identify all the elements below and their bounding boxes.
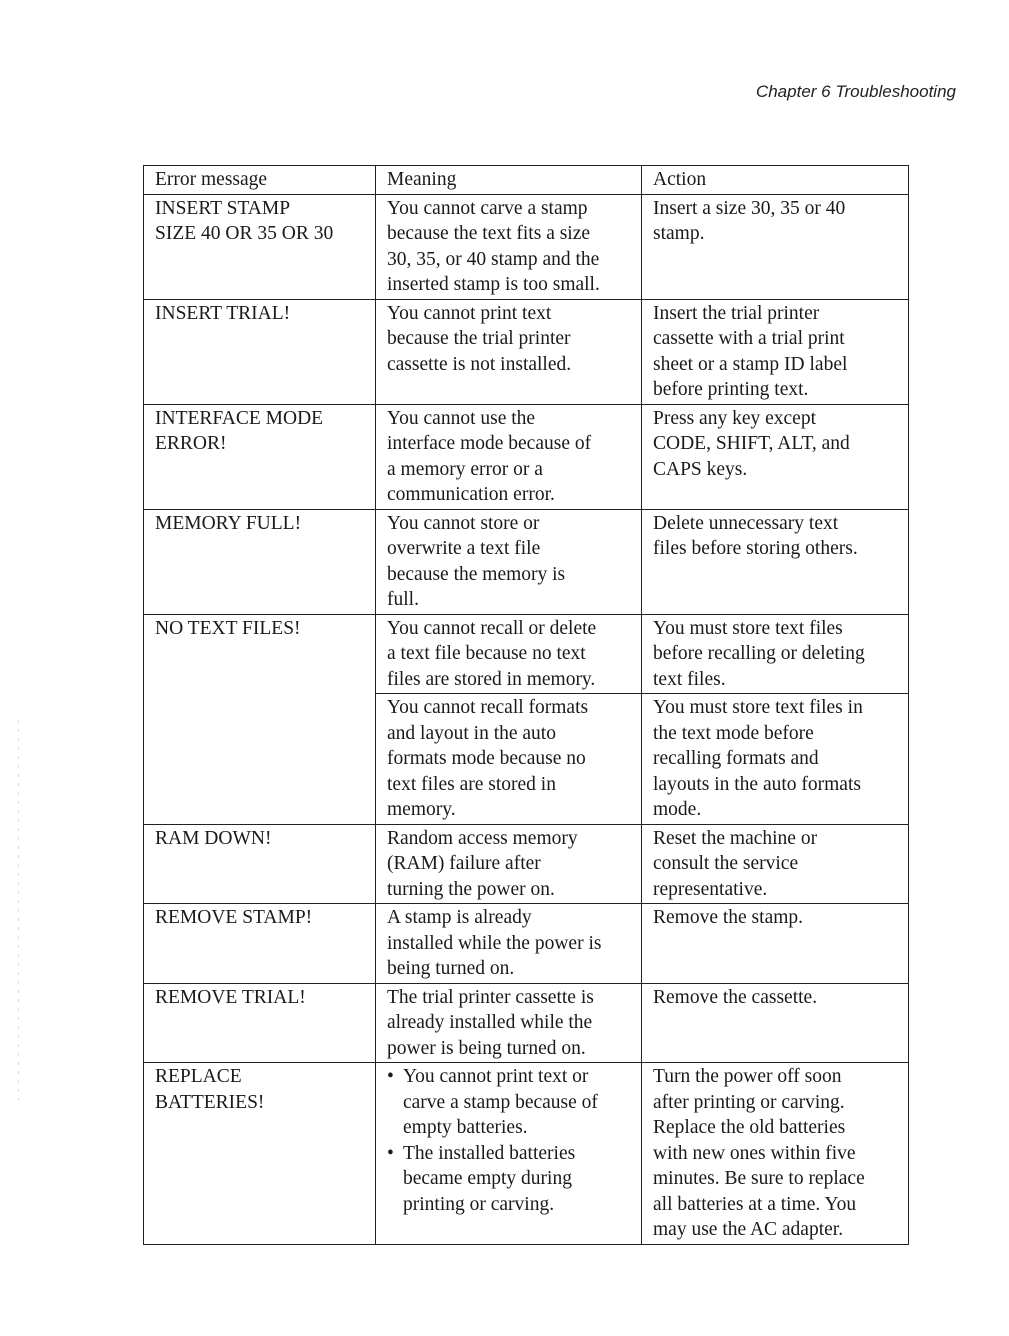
table-row <box>144 194 909 299</box>
header-meaning: Meaning <box>376 166 642 195</box>
meaning-cell: A stamp is already installed while the power is being turned on. <box>376 904 642 984</box>
meaning-cell: Random access memory (RAM) failure after turning the power on. <box>376 824 642 904</box>
table-row <box>144 299 909 404</box>
table-row <box>144 904 909 984</box>
table-row <box>144 404 909 509</box>
error-message-cell: REMOVE TRIAL! <box>144 983 376 1063</box>
table-row <box>144 509 909 614</box>
error-message-cell: REMOVE STAMP! <box>144 904 376 984</box>
action-cell: You must store text files in the text mode before recalling formats and layouts in the auto formats mode. <box>642 694 909 825</box>
meaning-cell: You cannot print text because the trial printer cassette is not installed. <box>376 299 642 404</box>
bullet-item: • You cannot print text or carve a stamp because of empty batteries. <box>387 1064 631 1141</box>
table-header-row <box>144 166 909 195</box>
table-row <box>144 983 909 1063</box>
error-message-cell: INTERFACE MODE ERROR! <box>144 404 376 509</box>
action-cell: Delete unnecessary text files before storing others. <box>642 509 909 614</box>
meaning-cell: You cannot store or overwrite a text file because the memory is full. <box>376 509 642 614</box>
header-action: Action <box>642 166 909 195</box>
bullet-item: • The installed batteries became empty during printing or carving. <box>387 1141 631 1218</box>
meaning-cell: You cannot recall formats and layout in the auto formats mode because no text files are stored in memory. <box>376 694 642 825</box>
action-cell: Remove the cassette. <box>642 983 909 1063</box>
meaning-cell: You cannot recall or delete a text file because no text files are stored in memory. <box>376 614 642 694</box>
meaning-bullet-list <box>387 1064 631 1217</box>
action-cell: Insert the trial printer cassette with a trial print sheet or a stamp ID label before printing text. <box>642 299 909 404</box>
error-message-cell: REPLACE BATTERIES! <box>144 1063 376 1245</box>
table-row <box>144 614 909 694</box>
error-message-cell: INSERT TRIAL! <box>144 299 376 404</box>
error-message-table <box>143 165 909 1245</box>
action-cell: Remove the stamp. <box>642 904 909 984</box>
error-message-cell: RAM DOWN! <box>144 824 376 904</box>
action-cell: You must store text files before recalling or deleting text files. <box>642 614 909 694</box>
meaning-cell: You cannot use the interface mode because of a memory error or a communication error. <box>376 404 642 509</box>
action-cell: Insert a size 30, 35 or 40 stamp. <box>642 194 909 299</box>
table-row <box>144 824 909 904</box>
meaning-cell: You cannot carve a stamp because the text fits a size 30, 35, or 40 stamp and the inserted stamp is too small. <box>376 194 642 299</box>
chapter-header: Chapter 6 Troubleshooting <box>755 82 956 101</box>
action-cell: Press any key except CODE, SHIFT, ALT, and CAPS keys. <box>642 404 909 509</box>
page-edge-mark <box>18 720 19 1100</box>
meaning-cell: The trial printer cassette is already installed while the power is being turned on. <box>376 983 642 1063</box>
meaning-cell <box>376 1063 642 1245</box>
error-message-cell: INSERT STAMP SIZE 40 OR 35 OR 30 <box>144 194 376 299</box>
error-message-cell: MEMORY FULL! <box>144 509 376 614</box>
action-cell: Reset the machine or consult the service representative. <box>642 824 909 904</box>
header-error-message: Error message <box>144 166 376 195</box>
table-row <box>144 1063 909 1245</box>
action-cell: Turn the power off soon after printing or carving. Replace the old batteries with new ones within five minutes. Be sure to replace all batteries at a time. You may use the AC adapter. <box>642 1063 909 1245</box>
error-message-cell: NO TEXT FILES! <box>144 614 376 824</box>
